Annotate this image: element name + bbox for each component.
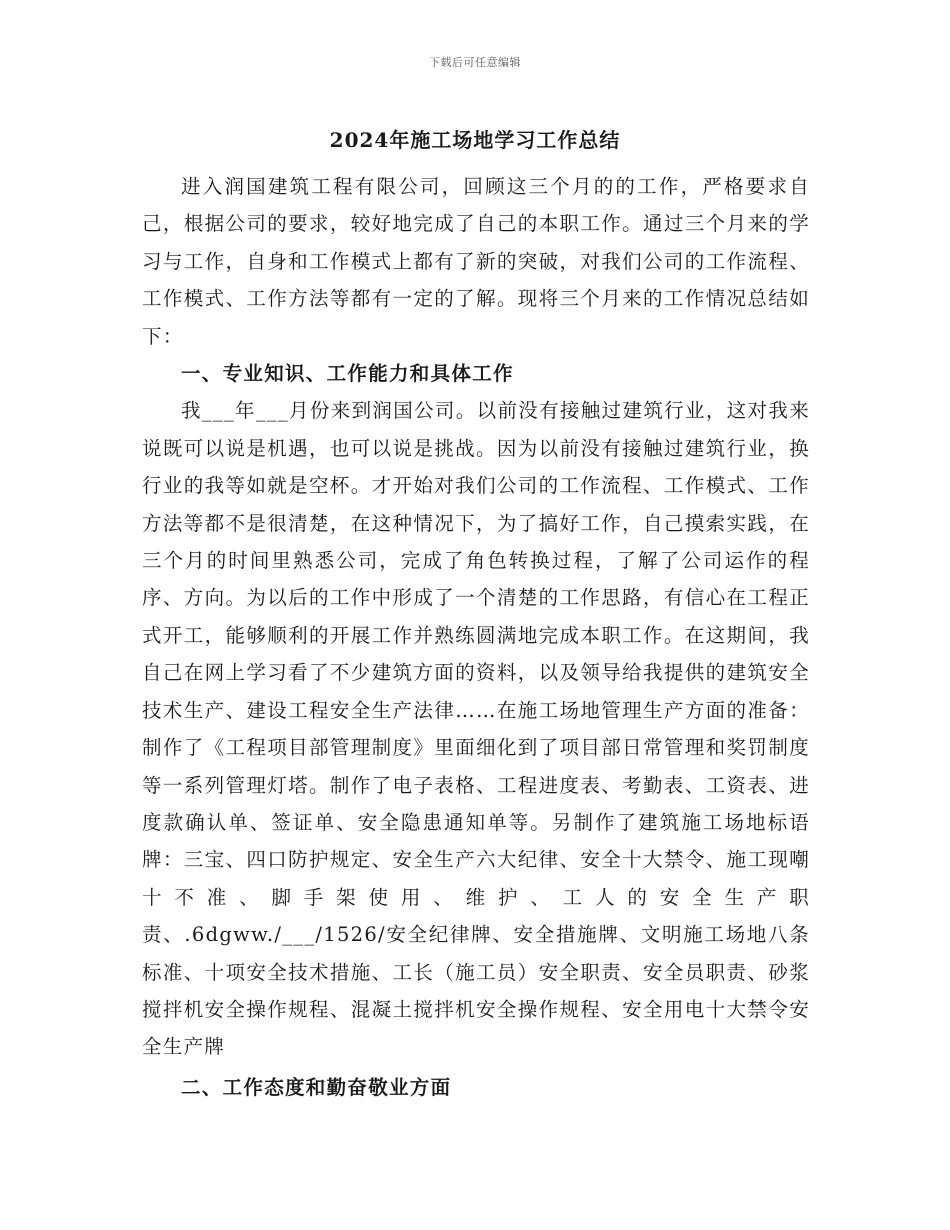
section-heading-1: 一、专业知识、工作能力和具体工作 [181, 362, 514, 386]
section-1-paragraph: 我___年___月份来到润国公司。以前没有接触过建筑行业，这对我来说既可以说是机遇，也可以说是挑战。因为以前没有接触过建筑行业，换行业的我等如就是空杯。才开始对我们公司的工作流程、工作模式、工作方法等都不是很清楚，在这种情况下，为了搞好工作，自己摸索实践，在三个月的时间里熟悉公司，完成了角色转换过程，了解了公司运作的程序、方向。为以后的工作中形成了一个清楚的工作思路，有信心在工程正式开工，能够顺利的开展工作并熟练圆满地完成本职工作。在这期间，我自己在网上学习看了不少建筑方面的资料，以及领导给我提供的建筑安全技术生产、建设工程安全生产法律……在施工场地管理生产方面的准备：制作了《工程项目部管理制度》里面细化到了项目部日常管理和奖罚制度等一系列管理灯塔。制作了电子表格、工程进度表、考勤表、工资表、进度款确认单、签证单、安全隐患通知单等。另制作了建筑施工场地标语牌：三宝、四口防护规定、安全生产六大纪律、安全十大禁令、施工现嘲十不准、脚手架使用、维护、工人的安全生产职责、.6dgww./___/1526/安全纪律牌、安全措施牌、文明施工场地八条标准、十项安全技术措施、工长（施工员）安全职责、安全员职责、砂浆搅拌机安全操作规程、混凝土搅拌机安全操作规程、安全用电十大禁令安全生产牌 [142, 399, 810, 1059]
section-heading-2: 二、工作态度和勤奋敬业方面 [181, 1075, 452, 1099]
header-note: 下载后可任意编辑 [429, 56, 521, 69]
document-body [142, 168, 810, 1106]
page-title: 2024年施工场地学习工作总结 [329, 128, 621, 152]
intro-paragraph: 进入润国建筑工程有限公司，回顾这三个月的的工作，严格要求自己，根据公司的要求，较好地完成了自己的本职工作。通过三个月来的学习与工作，自身和工作模式上都有了新的突破，对我们公司的工作流程、工作模式、工作方法等都有一定的了解。现将三个月来的工作情况总结如下： [142, 175, 810, 348]
